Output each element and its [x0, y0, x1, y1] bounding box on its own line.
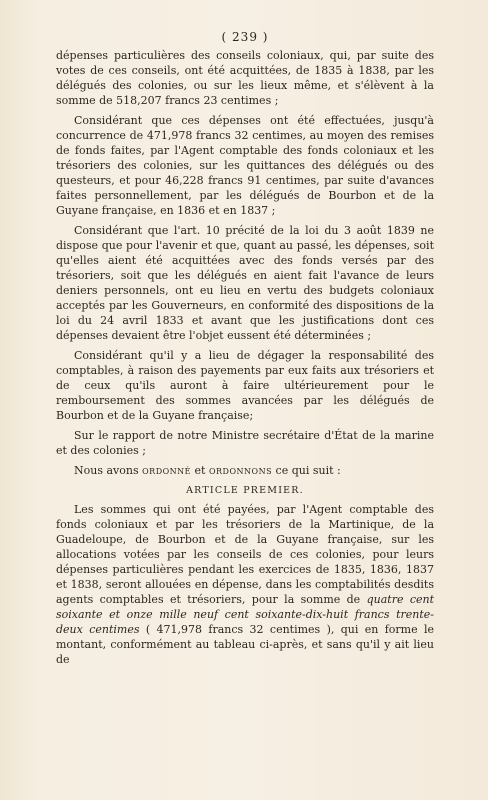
- paragraph-5: Sur le rapport de notre Ministre secrétaire d'État de la marine et des colonies ;: [56, 429, 434, 457]
- paragraph-2: Considérant que ces dépenses ont été effectuées, jusqu'à concurrence de 471,978 francs 32 centimes, au moyen des remises de fonds faites, par l'Agent comptable des fonds coloniaux et les trésoriers des colonies, sur les quittances des délégués ou des questeurs, et pour 46,228 francs 91 centimes, par suite d'avances faites personnellement, par les délégués de Bourbon et de la Guyane française, en 1836 et en 1837 ;: [56, 114, 434, 217]
- article-paragraph: [56, 502, 434, 667]
- page-number: ( 239 ): [221, 30, 269, 44]
- document-body: [56, 48, 434, 667]
- paragraph-1: dépenses particulières des conseils coloniaux, qui, par suite des votes de ces conseils, ont été acquittées, de 1835 à 1838, par les délégués des colonies, ou sur les lieux même, et s'élèvent à la somme de 518,207 francs 23 centimes ;: [56, 49, 434, 107]
- decree-word-ordonne: ordonné: [142, 464, 192, 477]
- paragraph-3: Considérant que l'art. 10 précité de la loi du 3 août 1839 ne dispose que pour l'avenir et que, quant au passé, les dépenses, soit qu'elles aient été acquittées avec des fonds versés par des trésoriers, soit que les délégués en aient fait l'avance de leurs deniers personnels, ont eu lieu en vertu des budgets coloniaux acceptés par les Gouverneurs, en conformité des dispositions de la loi du 24 avril 1833 et avant que les justifications dont ces dépenses devaient être l'objet eussent été déterminées ;: [56, 224, 434, 342]
- article-text-1: Les sommes qui ont été payées, par l'Agent comptable des fonds coloniaux et par les trésoriers de la Martinique, de la Guadeloupe, de Bourbon et de la Guyane française, sur les allocations votées par les conseils de ces colonies, pour leurs dépenses particulières pendant les exercices de 1835, 1836, 1837 et 1838, seront allouées en dépense, dans les comptabilités desdits agents comptables et trésoriers, pour la somme de: [56, 503, 434, 606]
- decree-prefix: Nous avons: [74, 464, 139, 477]
- decree-line: [56, 463, 434, 478]
- decree-and: et: [194, 464, 206, 477]
- article-amount-italic: quatre cent soixante et onze mille neuf cent soixante-dix-huit francs trente-deux centimes: [56, 593, 435, 636]
- article-heading: ARTICLE PREMIER.: [186, 485, 304, 496]
- article-text-2: ( 471,978 francs 32 centimes ), qui en forme le montant, conformément au tableau ci-après, et sans qu'il y ait lieu de: [56, 623, 434, 666]
- paragraph-4: Considérant qu'il y a lieu de dégager la responsabilité des comptables, à raison des payements par eux faits aux trésoriers et de ceux qu'ils auront à faire ultérieurement pour le remboursement des sommes avancées par les délégués de Bourbon et de la Guyane française;: [56, 349, 434, 422]
- decree-word-ordonnons: ordonnons: [208, 464, 273, 477]
- decree-suffix: ce qui suit :: [275, 464, 341, 477]
